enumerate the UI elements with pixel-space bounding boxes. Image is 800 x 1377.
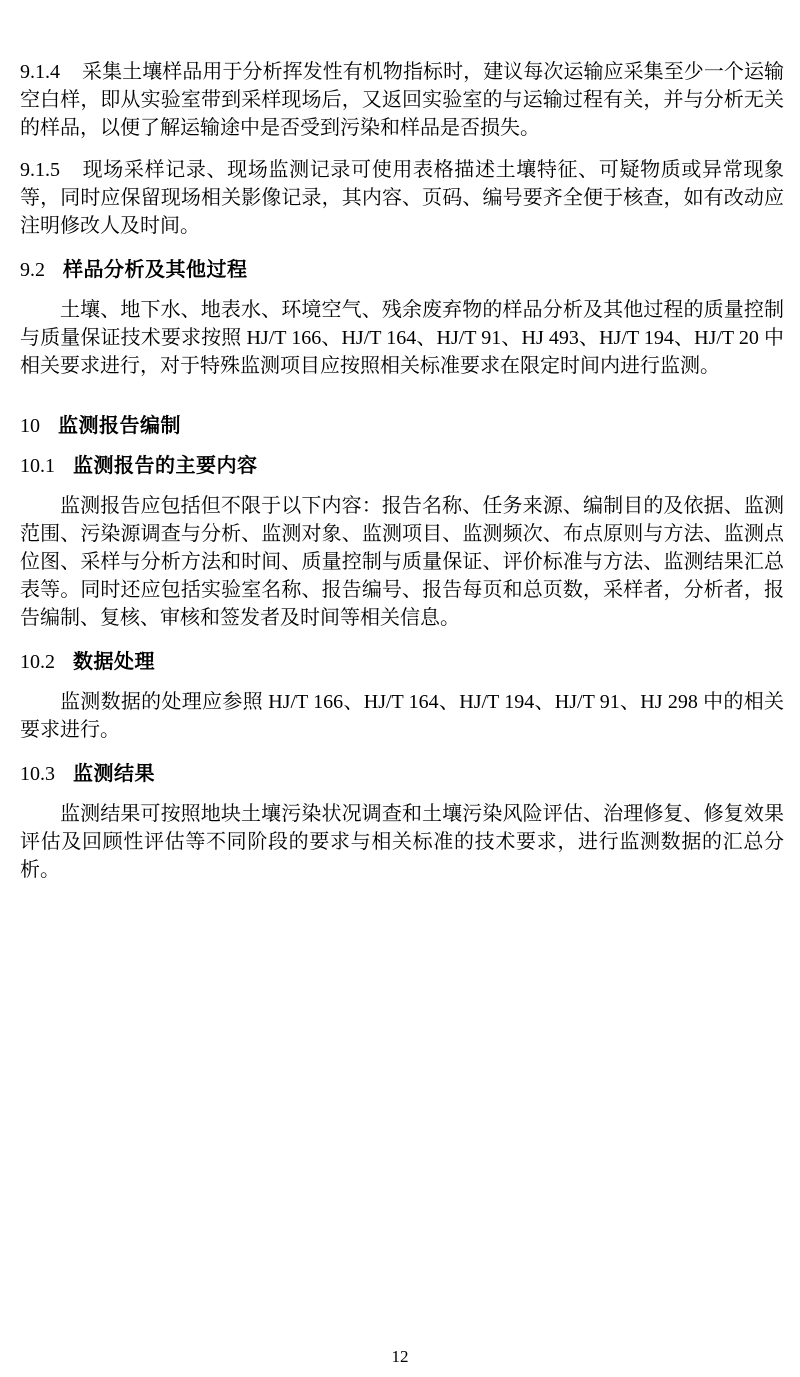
clause-text-9-1-4: 采集土壤样品用于分析挥发性有机物指标时，建议每次运输应采集至少一个运输空白样，即从实验室带到采样现场后，又返回实验室的与运输过程有关，并与分析无关的样品，以便了解运输途中是否受到污染和样品是否损失。 (20, 61, 784, 139)
clause-number-9-1-5: 9.1.5 (20, 159, 60, 181)
heading-title-10: 监测报告编制 (58, 415, 181, 437)
paragraph-9-2-body: 土壤、地下水、地表水、环境空气、残余废弃物的样品分析及其他过程的质量控制与质量保证技术要求按照 HJ/T 166、HJ/T 164、HJ/T 91、HJ 493、HJ/T 194、HJ/T 20 中相关要求进行，对于特殊监测项目应按照相关标准要求在限定时间内进行监测。 (20, 299, 784, 377)
clause-text-9-1-5: 现场采样记录、现场监测记录可使用表格描述土壤特征、可疑物质或异常现象等，同时应保留现场相关影像记录，其内容、页码、编号要齐全便于核查，如有改动应注明修改人及时间。 (20, 159, 784, 237)
clause-number-9-1-4: 9.1.4 (20, 61, 60, 83)
heading-number-10: 10 (20, 415, 40, 437)
paragraph-10-2-body: 监测数据的处理应参照 HJ/T 166、HJ/T 164、HJ/T 194、HJ/T 91、HJ 298 中的相关要求进行。 (20, 691, 784, 741)
heading-title-10-2: 数据处理 (73, 651, 155, 673)
heading-title-10-1: 监测报告的主要内容 (73, 455, 258, 477)
heading-10 (20, 412, 784, 440)
heading-9-2 (20, 256, 784, 284)
heading-10-3 (20, 760, 784, 788)
paragraph-10-1-body: 监测报告应包括但不限于以下内容：报告名称、任务来源、编制目的及依据、监测范围、污染源调查与分析、监测对象、监测项目、监测频次、布点原则与方法、监测点位图、采样与分析方法和时间、质量控制与质量保证、评价标准与方法、监测结果汇总表等。同时还应包括实验室名称、报告编号、报告每页和总页数，采样者，分析者，报告编制、复核、审核和签发者及时间等相关信息。 (20, 495, 784, 629)
paragraph-9-1-5 (20, 156, 784, 240)
heading-title-10-3: 监测结果 (73, 763, 155, 785)
paragraph-9-1-4 (20, 58, 784, 142)
heading-title-9-2: 样品分析及其他过程 (63, 259, 248, 281)
heading-number-10-2: 10.2 (20, 651, 55, 673)
heading-10-2 (20, 648, 784, 676)
paragraph-10-3-body: 监测结果可按照地块土壤污染状况调查和土壤污染风险评估、治理修复、修复效果评估及回顾性评估等不同阶段的要求与相关标准的技术要求，进行监测数据的汇总分析。 (20, 803, 784, 881)
heading-number-10-1: 10.1 (20, 455, 55, 477)
page-footer (0, 1347, 800, 1367)
heading-number-9-2: 9.2 (20, 259, 45, 281)
heading-10-1 (20, 452, 784, 480)
page-number: 12 (391, 1347, 409, 1366)
heading-number-10-3: 10.3 (20, 763, 55, 785)
